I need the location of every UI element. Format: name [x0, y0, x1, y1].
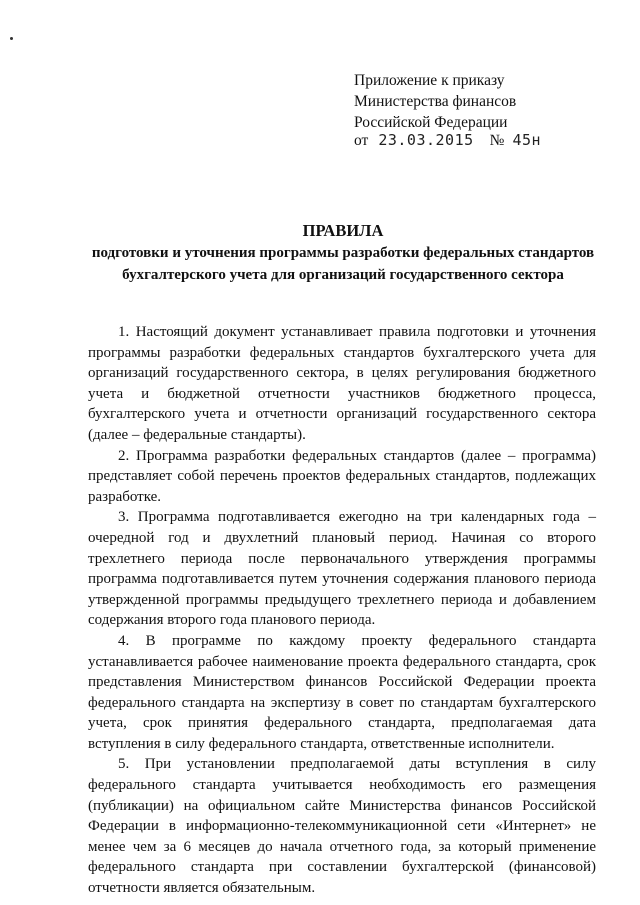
attachment-header — [354, 70, 614, 133]
paragraph-3: 3. Программа подготавливается ежегодно на три календарных года – очередной год и двухлетний плановый период. Начиная со второго трехлетнего периода после первоначального утверждения программы программа подготавливается путем уточнения содержания планового периода утвержденной программы предыдущего трехлетнего периода и добавлением содержания второго года планового периода. — [88, 509, 596, 629]
paragraph-1: 1. Настоящий документ устанавливает правила подготовки и уточнения программы разработки федеральных стандартов бухгалтерского учета для организаций государственного сектора, в целях регулирования бюджетного учета и бюджетной отчетности участников бюджетного процесса, бухгалтерского учета и отчетности организаций государственного сектора (далее – федеральные стандарты). — [88, 324, 596, 443]
order-date: 23.03.2015 — [378, 131, 474, 149]
document-body — [88, 322, 596, 899]
attachment-line-1: Приложение к приказу — [354, 72, 505, 89]
order-number: 45н — [512, 131, 542, 149]
order-date-number — [354, 131, 541, 150]
document-subtitle: подготовки и уточнения программы разработки федеральных стандартов бухгалтерского учета для организаций государственного сектора — [91, 245, 595, 283]
document-title: ПРАВИЛА — [302, 221, 384, 240]
paragraph-4: 4. В программе по каждому проекту федерального стандарта устанавливается рабочее наименование проекта федерального стандарта, срок представления Министерством финансов Российской Федерации проекта федерального стандарта на экспертизу в совет по стандартам бухгалтерского учета, срок принятия федерального стандарта, предполагаемая дата вступления в силу федерального стандарта, ответственные исполнители. — [88, 632, 596, 752]
attachment-line-3: Российской Федерации — [354, 114, 508, 131]
attachment-line-2: Министерства финансов — [354, 93, 517, 110]
date-prefix: от — [354, 132, 369, 149]
paragraph-5: 5. При установлении предполагаемой даты вступления в силу федерального стандарта учитывается необходимость его размещения (публикации) на официальном сайте Министерства финансов Российской Федерации в информационно-телекоммуникационной сети «Интернет» не менее чем за 6 месяцев до начала отчетного года, за который применение федерального стандарта при составлении бухгалтерской (финансовой) отчетности является обязательным. — [88, 756, 596, 897]
paragraph-2: 2. Программа разработки федеральных стандартов (далее – программа) представляет собой перечень проектов федеральных стандартов, подлежащих разработке. — [88, 447, 596, 505]
document-title-block — [90, 220, 596, 286]
scan-speck — [10, 37, 13, 40]
number-prefix: № — [489, 132, 505, 149]
